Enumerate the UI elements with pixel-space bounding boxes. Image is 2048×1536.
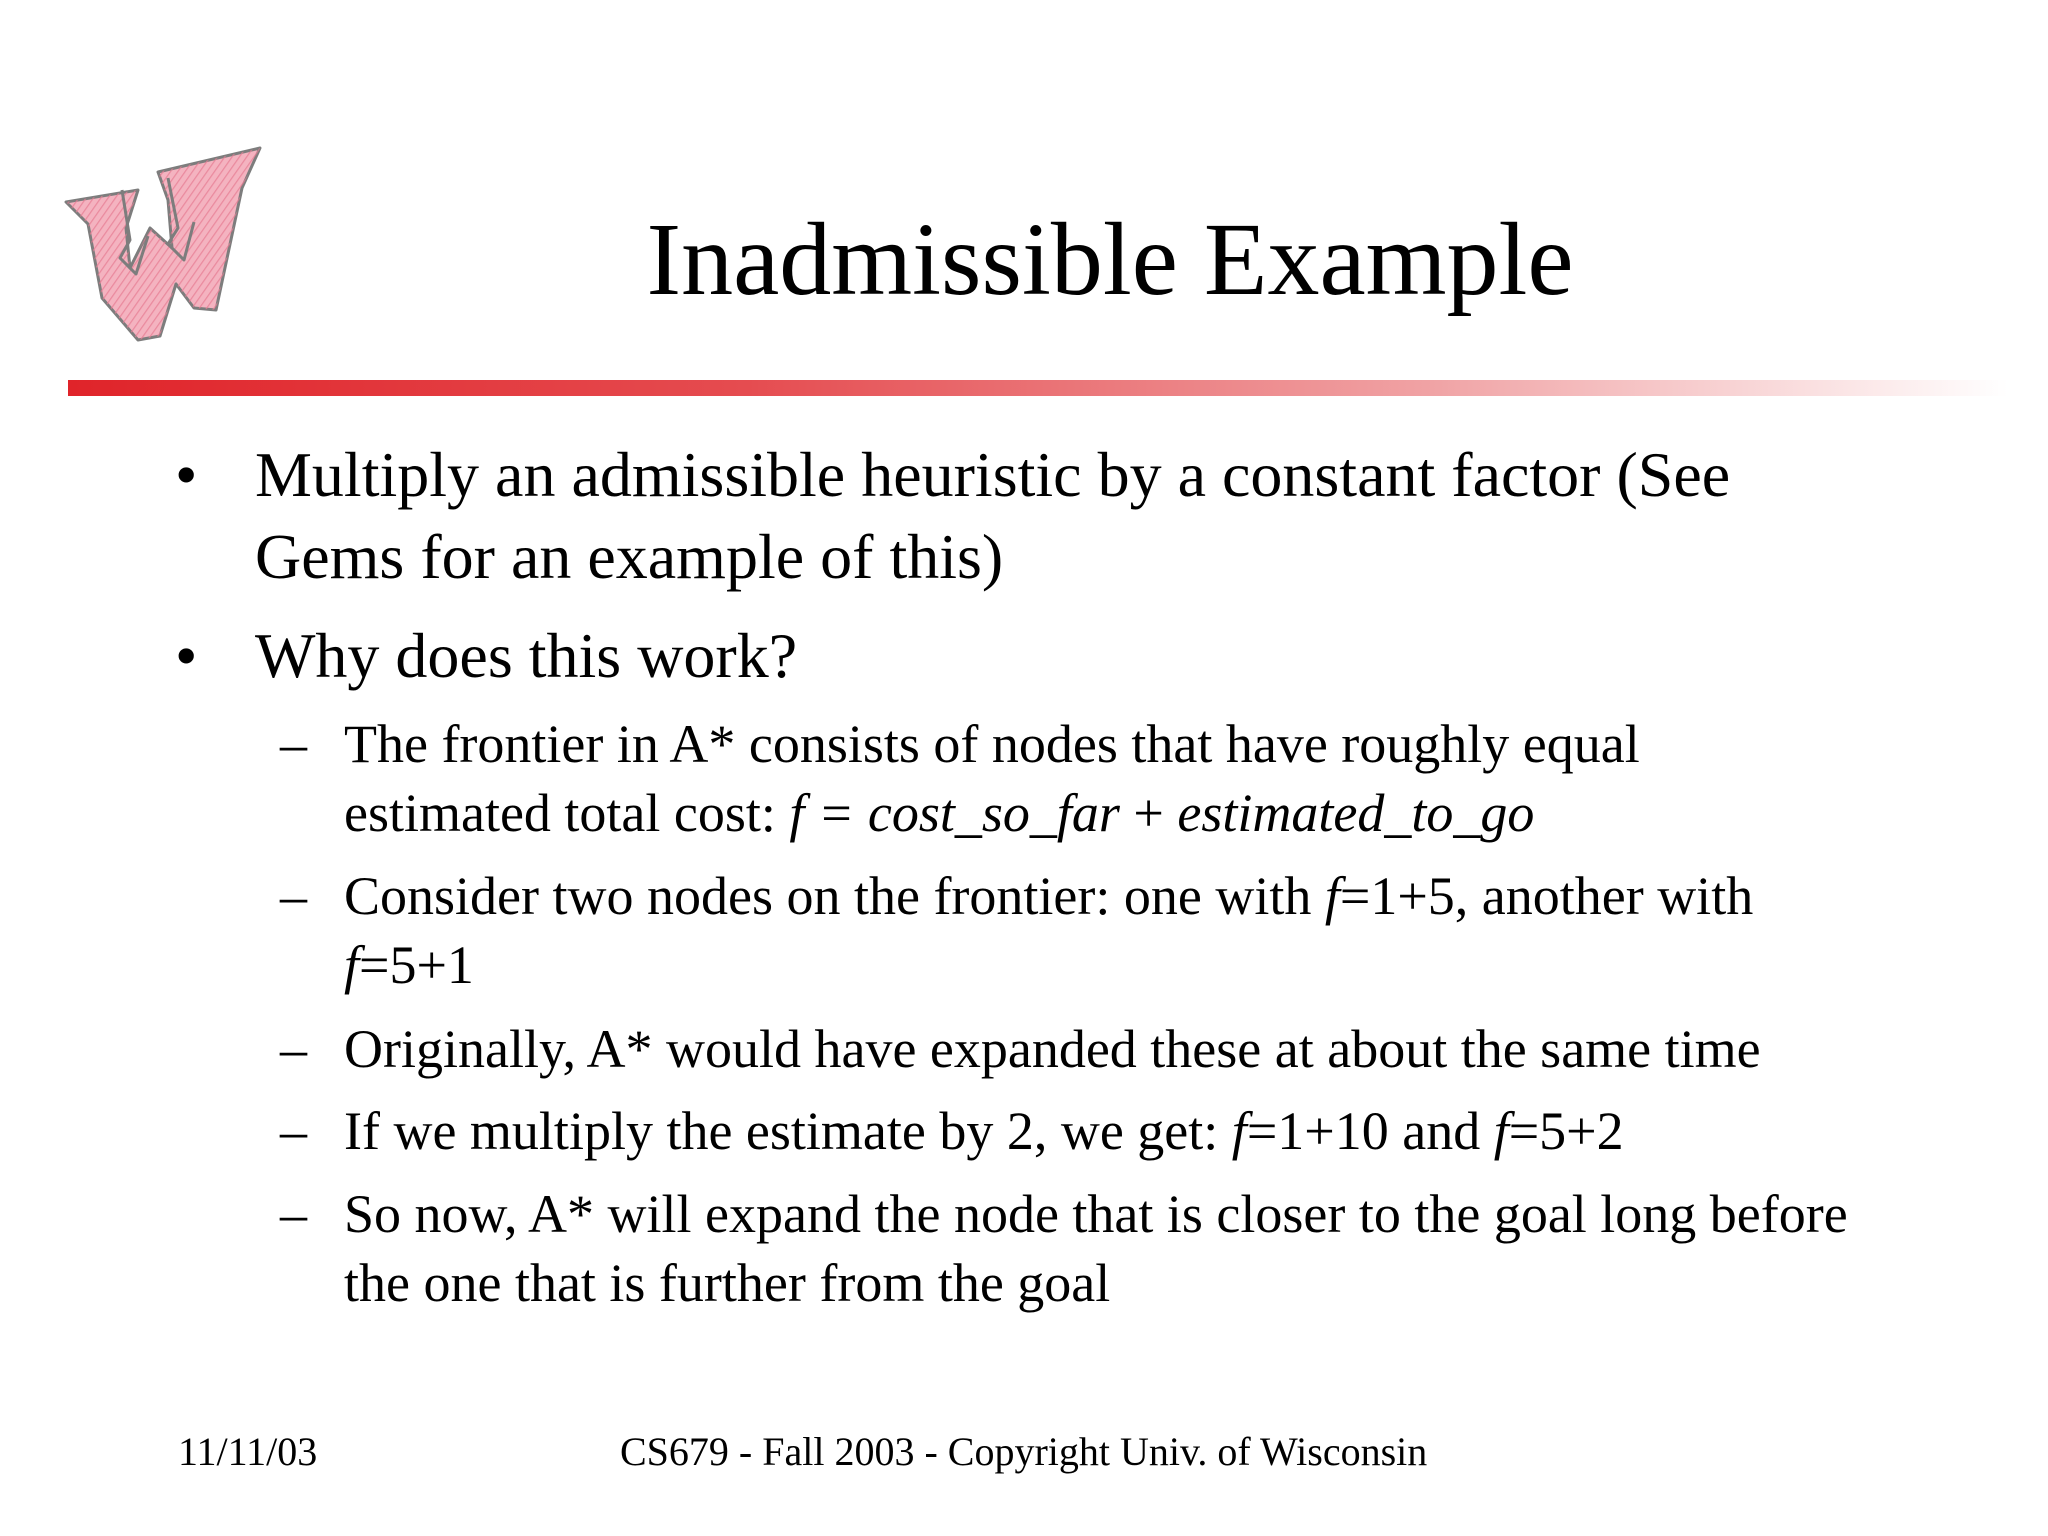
sub-bullet-text [344, 862, 1904, 1000]
bullet-marker: • [175, 439, 198, 510]
italic-f: f [1231, 1101, 1247, 1161]
footer-copyright: CS679 - Fall 2003 - Copyright Univ. of Wisconsin [620, 1429, 1428, 1474]
italic-f: f [344, 935, 360, 995]
dash-marker: – [280, 1019, 307, 1079]
dash-marker: – [280, 1101, 307, 1161]
sub-bullet-text [344, 710, 1904, 848]
text-fragment: + [1119, 783, 1178, 843]
text-fragment: =1+10 and [1246, 1101, 1494, 1161]
sub-bullet-item [280, 862, 1900, 1000]
sub-bullet-item [280, 1015, 1900, 1084]
sub-bullet-item [280, 1097, 1900, 1166]
dash-marker: – [280, 714, 307, 774]
text-fragment: =5+1 [359, 935, 474, 995]
italic-cost-so-far: cost_so_far [867, 783, 1120, 843]
sub-bullet-item [280, 1180, 1900, 1318]
dash-marker: – [280, 866, 307, 926]
wisconsin-w-logo-icon [60, 140, 270, 350]
italic-f: f [1324, 866, 1340, 926]
italic-f: f [1493, 1101, 1509, 1161]
italic-estimated-to-go: estimated_to_go [1177, 783, 1535, 843]
italic-f: f [789, 783, 805, 843]
sub-bullet-item [280, 710, 1900, 848]
text-fragment: = [804, 783, 868, 843]
text-fragment: =1+5, another with [1339, 866, 1754, 926]
sub-bullet-text: So now, A* will expand the node that is closer to the goal long before the one that is further from the goal [344, 1184, 1848, 1313]
text-fragment: If we multiply the estimate by 2, we get: [344, 1101, 1232, 1161]
text-fragment: estimated total cost: [344, 783, 790, 843]
title-divider [68, 380, 2008, 396]
text-fragment: =5+2 [1508, 1101, 1624, 1161]
bullet-text: Why does this work? [255, 620, 798, 691]
sub-bullet-text [344, 1097, 1904, 1166]
slide-title: Inadmissible Example [646, 202, 1574, 317]
text-fragment: Consider two nodes on the frontier: one with [344, 866, 1325, 926]
dash-marker: – [280, 1184, 307, 1244]
footer-date: 11/11/03 [178, 1429, 318, 1474]
bullet-item [175, 615, 1875, 697]
sub-bullet-line: The frontier in A* consists of nodes that have roughly equal [344, 714, 1640, 774]
bullet-marker: • [175, 620, 198, 691]
sub-bullet-text: Originally, A* would have expanded these at about the same time [344, 1019, 1761, 1079]
bullet-item [175, 434, 1875, 598]
bullet-text: Multiply an admissible heuristic by a constant factor (See Gems for an example of this) [255, 439, 1731, 592]
